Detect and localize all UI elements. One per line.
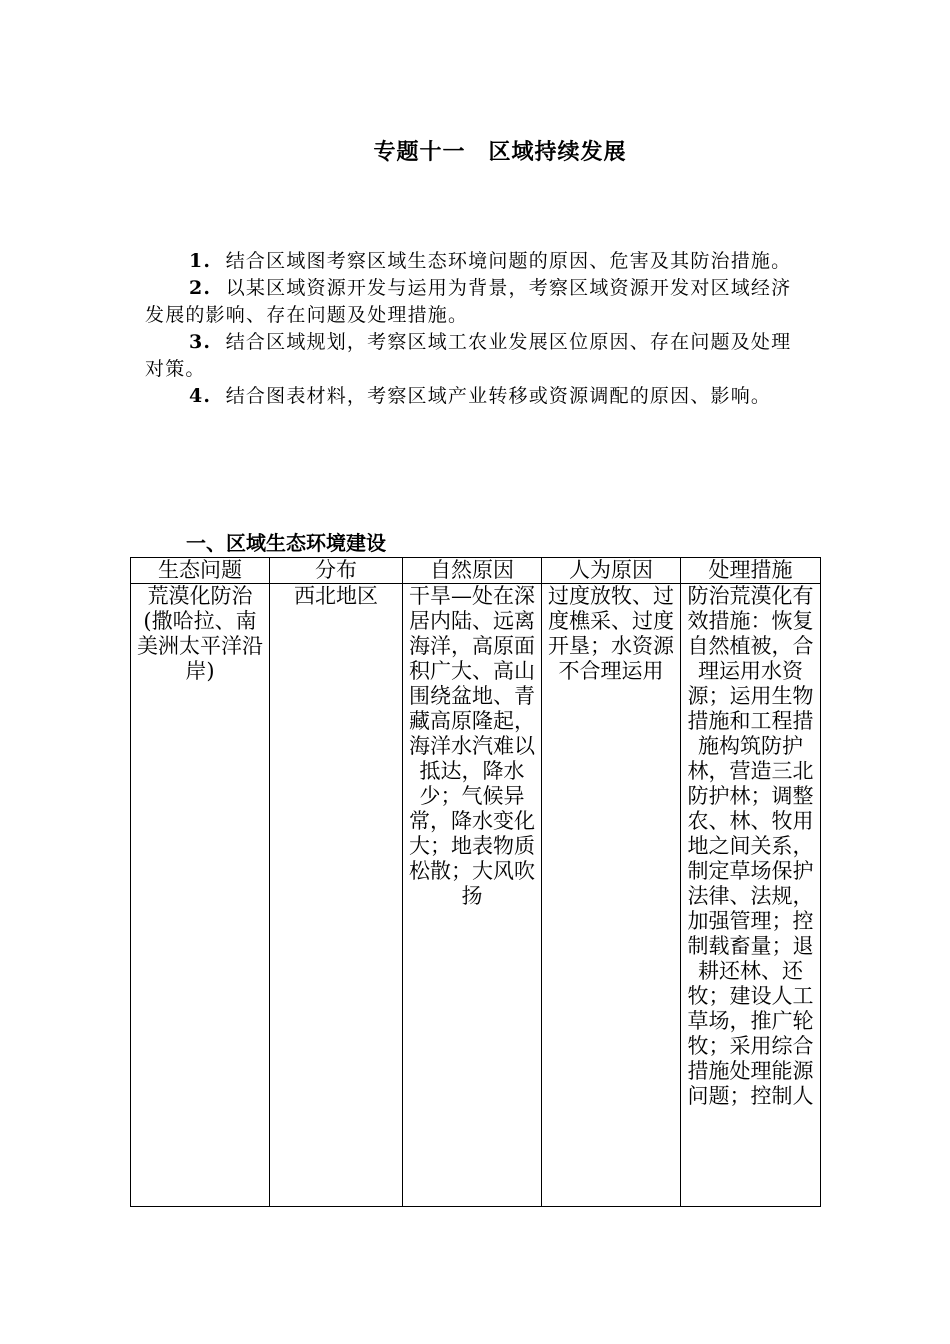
cell-distribution: 西北地区 xyxy=(270,584,403,1207)
page-title: 专题十一 区域持续发展 xyxy=(373,139,627,165)
cell-human-causes: 过度放牧、过度樵采、过度开垦；水资源不合理运用 xyxy=(542,584,681,1207)
header-natural-causes: 自然原因 xyxy=(403,558,542,584)
cell-ecological-problem: 荒漠化防治(撒哈拉、南美洲太平洋沿岸) xyxy=(131,584,270,1207)
requirement-number: 1. xyxy=(189,250,212,272)
requirement-number: 2. xyxy=(189,277,212,299)
table-header-row xyxy=(131,558,821,584)
requirement-item xyxy=(145,383,810,410)
exam-requirements xyxy=(145,248,810,410)
requirement-text: 结合区域规划，考察区域工农业发展区位原因、存在问题及处理对策。 xyxy=(145,331,792,380)
requirement-number: 3. xyxy=(189,331,212,353)
requirement-item xyxy=(145,329,810,383)
section-heading: 一、区域生态环境建设 xyxy=(186,531,386,555)
header-distribution: 分布 xyxy=(270,558,403,584)
header-measures: 处理措施 xyxy=(681,558,821,584)
requirement-number: 4. xyxy=(189,385,212,407)
requirement-text: 结合图表材料，考察区域产业转移或资源调配的原因、影响。 xyxy=(225,385,772,407)
requirement-text: 以某区域资源开发与运用为背景，考察区域资源开发对区域经济发展的影响、存在问题及处理措施。 xyxy=(145,277,792,326)
header-ecological-problem: 生态问题 xyxy=(131,558,270,584)
requirement-text: 结合区域图考察区域生态环境问题的原因、危害及其防治措施。 xyxy=(225,250,792,272)
cell-measures: 防治荒漠化有效措施：恢复自然植被，合理运用水资源；运用生物措施和工程措施构筑防护林，营造三北防护林；调整农、林、牧用地之间关系，制定草场保护法律、法规，加强管理；控制载畜量；退耕还林、还牧；建设人工草场，推广轮牧；采用综合措施处理能源问题；控制人 xyxy=(681,584,821,1207)
requirement-item xyxy=(145,275,810,329)
requirement-item xyxy=(145,248,810,275)
table-row xyxy=(131,584,821,1207)
ecology-table xyxy=(130,557,821,1207)
header-human-causes: 人为原因 xyxy=(542,558,681,584)
cell-natural-causes: 干旱—处在深居内陆、远离海洋，高原面积广大、高山围绕盆地、青藏高原隆起，海洋水汽难以抵达，降水少；气候异常，降水变化大；地表物质松散；大风吹扬 xyxy=(403,584,542,1207)
